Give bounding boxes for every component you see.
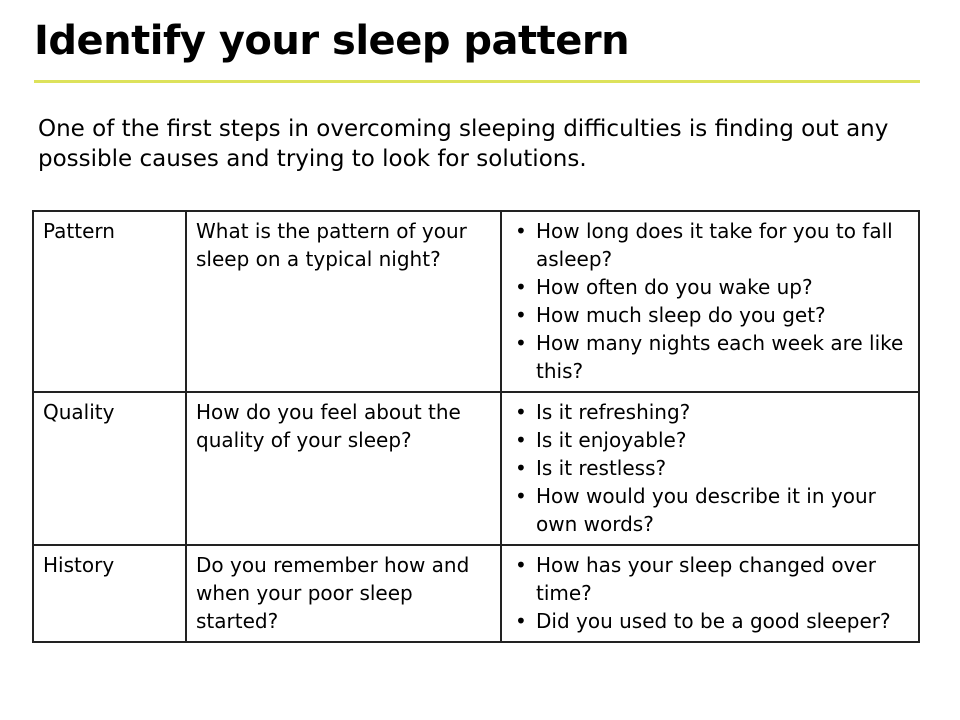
prompt-item: • How has your sleep changed over time? bbox=[511, 551, 910, 607]
prompt-list bbox=[511, 217, 910, 385]
prompt-item: • How much sleep do you get? bbox=[511, 301, 910, 329]
prompt-item: • Did you used to be a good sleeper? bbox=[511, 607, 910, 635]
row-label: Pattern bbox=[33, 211, 186, 392]
prompt-item: • Is it enjoyable? bbox=[511, 426, 910, 454]
prompt-list bbox=[511, 398, 910, 538]
table-row-pattern bbox=[33, 211, 919, 392]
prompt-item: • How would you describe it in your own words? bbox=[511, 482, 910, 538]
title-underline bbox=[34, 80, 920, 83]
table-row-history bbox=[33, 545, 919, 642]
prompt-item: • How many nights each week are like this? bbox=[511, 329, 910, 385]
row-question: How do you feel about the quality of your sleep? bbox=[186, 392, 501, 545]
row-question: Do you remember how and when your poor sleep started? bbox=[186, 545, 501, 642]
prompt-item: • How often do you wake up? bbox=[511, 273, 910, 301]
row-prompts-cell bbox=[501, 545, 919, 642]
sleep-pattern-table bbox=[32, 210, 920, 643]
prompt-list bbox=[511, 551, 910, 635]
row-label: History bbox=[33, 545, 186, 642]
table-row-quality bbox=[33, 392, 919, 545]
prompt-item: • Is it refreshing? bbox=[511, 398, 910, 426]
row-prompts-cell bbox=[501, 392, 919, 545]
page-title: Identify your sleep pattern bbox=[34, 18, 630, 64]
row-prompts-cell bbox=[501, 211, 919, 392]
row-question: What is the pattern of your sleep on a typical night? bbox=[186, 211, 501, 392]
prompt-item: • How long does it take for you to fall asleep? bbox=[511, 217, 910, 273]
row-label: Quality bbox=[33, 392, 186, 545]
prompt-item: • Is it restless? bbox=[511, 454, 910, 482]
intro-text: One of the first steps in overcoming sleeping difficulties is finding out any possible causes and trying to look for solutions. bbox=[38, 116, 889, 172]
